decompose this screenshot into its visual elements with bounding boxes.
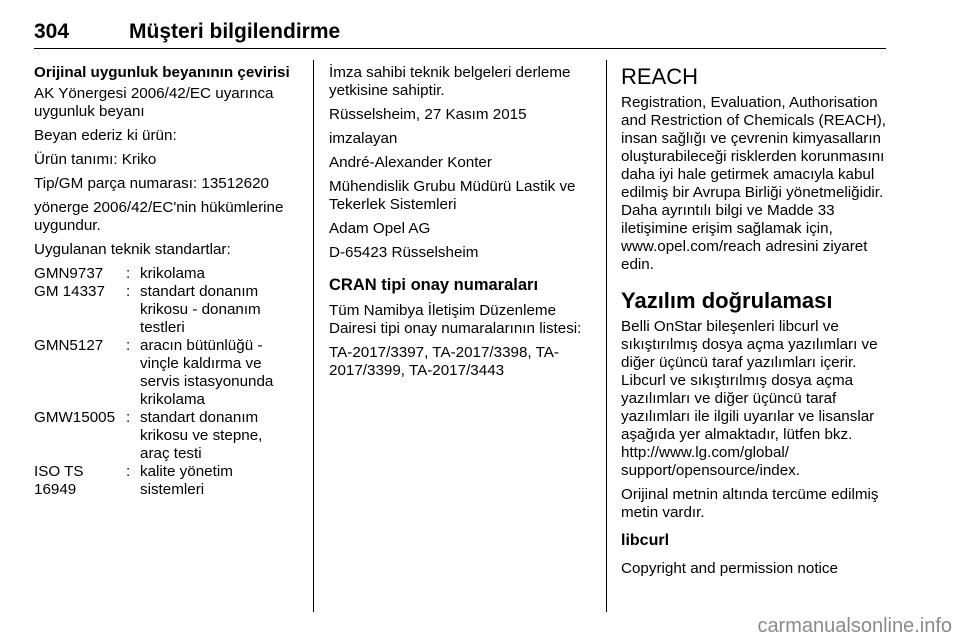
- standard-description: standart donanım krikosu ve stepne, araç testi: [140, 409, 263, 462]
- paragraph: Tüm Namibya İletişim Düzenleme Dairesi tipi onay numaralarının listesi:: [329, 302, 582, 337]
- paragraph: AK Yönergesi 2006/42/EC uyarınca uygunluk beyanı: [34, 85, 274, 120]
- declaration-heading: Orijinal uygunluk beyanının çevirisi: [34, 64, 290, 81]
- standard-code: GMN9737: [34, 265, 104, 282]
- header-rule: [34, 48, 886, 49]
- standard-code: GMN5127: [34, 337, 104, 354]
- table-row: [34, 463, 300, 499]
- table-row: [34, 337, 300, 409]
- column-middle: [329, 64, 601, 386]
- paragraph: Beyan ederiz ki ürün:: [34, 127, 177, 144]
- software-paragraph: Belli OnStar bileşenleri libcurl ve sıkıştırılmış dosya açma yazılımları ve diğer üçüncü taraf yazılımları içerir. Libcurl ve sıkıştırılmış dosya açma yazılımları ve diğer üçüncü taraf yazılımları ile ilgili uyarılar ve lisanslar aşağıda yer almaktadır, lütfen bkz. http://www.lg.com/global/ support/opensource/index.: [621, 318, 878, 479]
- separator: :: [126, 337, 131, 354]
- copyright-line: Copyright and permission notice: [621, 560, 838, 577]
- paragraph: Rüsselsheim, 27 Kasım 2015: [329, 106, 527, 123]
- software-heading: Yazılım doğrulaması: [621, 288, 833, 313]
- standard-description: kalite yönetim sistemleri: [140, 463, 233, 498]
- standard-code: GM 14337: [34, 283, 105, 300]
- column-left: [34, 64, 300, 499]
- separator: :: [126, 463, 131, 480]
- paragraph: Uygulanan teknik standartlar:: [34, 241, 231, 258]
- separator: :: [126, 283, 131, 300]
- table-row: [34, 283, 300, 337]
- column-right: [621, 64, 889, 584]
- paragraph: Tip/GM parça numarası: 13512620: [34, 175, 269, 192]
- paragraph: D-65423 Rüsselsheim: [329, 244, 479, 261]
- standard-code: ISO TS 16949: [34, 463, 84, 498]
- translation-note: Orijinal metnin altında tercüme edilmiş metin vardır.: [621, 486, 879, 521]
- paragraph: yönerge 2006/42/EC'nin hükümlerine uygundur.: [34, 199, 284, 234]
- libcurl-heading: libcurl: [621, 532, 670, 549]
- paragraph: André-Alexander Konter: [329, 154, 492, 171]
- reach-paragraph: Registration, Evaluation, Authorisation and Restriction of Chemicals (REACH), insan sağlığı ve çevrenin kimyasalların oluşturabileceği risklerden korunmasını daha iyi hale getirmek amacıyla kabul edilmiş bir Avrupa Birliği yönetmeliğidir. Daha ayrıntılı bilgi ve Madde 33 iletişimine erişim sağlamak için, www.opel.com/reach adresini ziyaret edin.: [621, 94, 887, 273]
- watermark: carmanualsonline.info: [757, 615, 952, 637]
- page-header: [34, 20, 884, 48]
- table-row: [34, 409, 300, 463]
- page-number: 304: [34, 20, 70, 43]
- paragraph: Mühendislik Grubu Müdürü Lastik ve Tekerlek Sistemleri: [329, 178, 576, 213]
- approval-numbers: TA-2017/3397, TA-2017/3398, TA-2017/3399, TA-2017/3443: [329, 344, 559, 379]
- column-divider-1: [313, 60, 314, 612]
- standard-code: GMW15005: [34, 409, 116, 426]
- column-divider-2: [606, 60, 607, 612]
- paragraph: Adam Opel AG: [329, 220, 431, 237]
- standard-description: standart donanım krikosu - donanım testleri: [140, 283, 261, 336]
- separator: :: [126, 265, 131, 282]
- standard-description: aracın bütünlüğü - vinçle kaldırma ve servis istasyonunda krikolama: [140, 337, 274, 408]
- separator: :: [126, 409, 131, 426]
- table-row: [34, 265, 300, 283]
- page-title: Müşteri bilgilendirme: [129, 20, 341, 43]
- paragraph: imzalayan: [329, 130, 398, 147]
- paragraph: Ürün tanımı: Kriko: [34, 151, 157, 168]
- cran-heading: CRAN tipi onay numaraları: [329, 276, 539, 294]
- paragraph: İmza sahibi teknik belgeleri derleme yetkisine sahiptir.: [329, 64, 571, 99]
- standards-table: [34, 265, 300, 499]
- standard-description: krikolama: [140, 265, 205, 282]
- reach-heading: REACH: [621, 64, 699, 89]
